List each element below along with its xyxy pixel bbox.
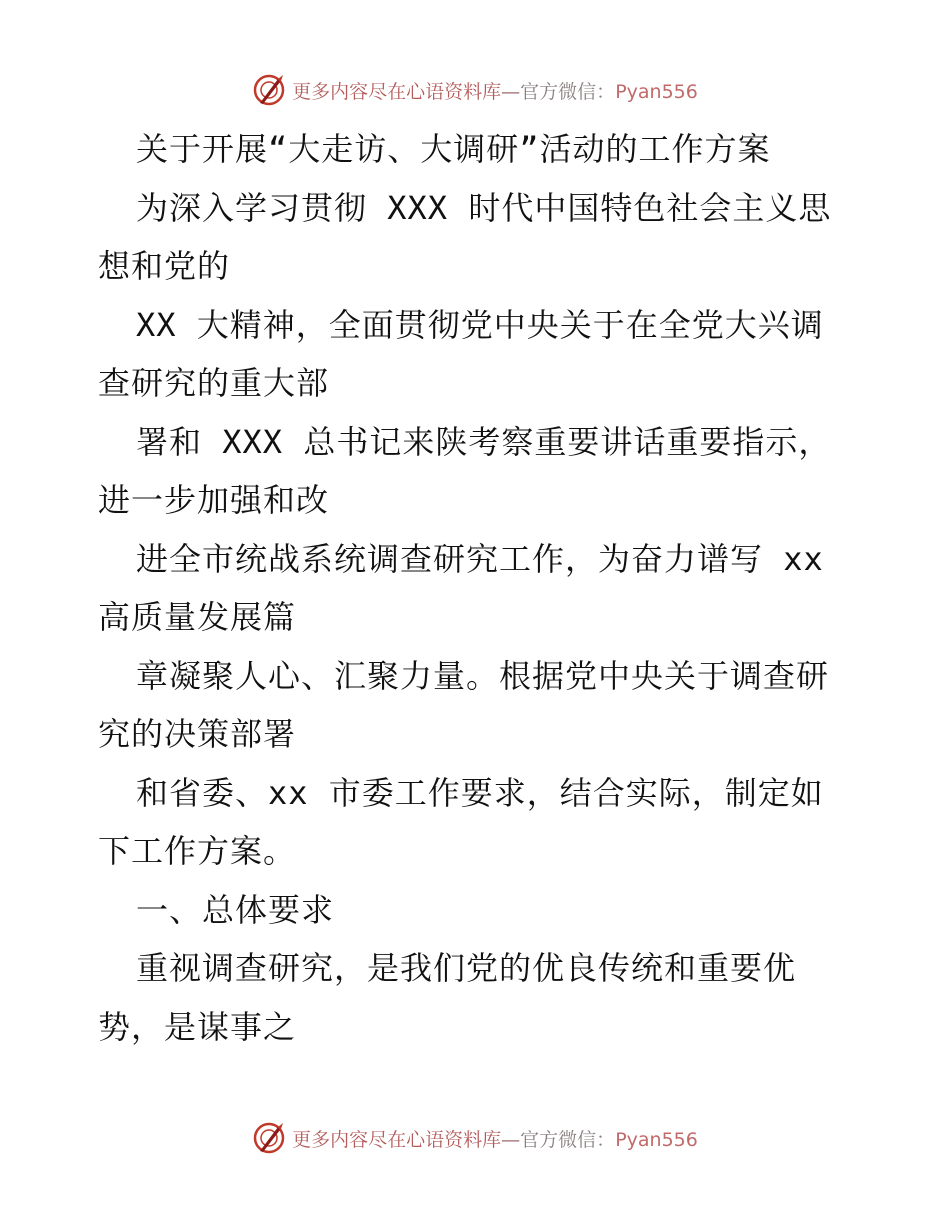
banner-site-text: 更多内容尽在心语资料库 xyxy=(292,80,502,103)
doc-line: 进一步加强和改 xyxy=(98,481,330,519)
document-body xyxy=(98,120,858,1056)
quill-logo-icon xyxy=(252,73,286,107)
header-banner-content xyxy=(252,73,698,107)
doc-line-title: 关于开展“大走访、大调研”活动的工作方案 xyxy=(136,130,771,168)
doc-line: 为深入学习贯彻 XXX 时代中国特色社会主义思 xyxy=(136,188,832,227)
banner-official-label: 官方微信： xyxy=(520,80,616,103)
banner-dash: — xyxy=(501,1128,521,1151)
quill-logo-icon xyxy=(252,1121,286,1155)
doc-line: 署和 XXX 总书记来陕考察重要讲话重要指示， xyxy=(136,422,832,461)
doc-line: 查研究的重大部 xyxy=(98,364,330,402)
doc-line: 想和党的 xyxy=(98,247,231,285)
doc-line: 下工作方案。 xyxy=(98,832,297,870)
banner-text xyxy=(292,77,698,104)
doc-line: 和省委、xx 市委工作要求，结合实际，制定如 xyxy=(136,773,824,812)
banner-official-label: 官方微信： xyxy=(520,1128,616,1151)
doc-line: 高质量发展篇 xyxy=(98,598,297,636)
footer-banner-content xyxy=(252,1121,698,1155)
doc-line: 究的决策部署 xyxy=(98,715,297,753)
banner-site-text: 更多内容尽在心语资料库 xyxy=(292,1128,502,1151)
banner-text xyxy=(292,1125,698,1152)
footer-banner xyxy=(0,1118,950,1158)
doc-line: 进全市统战系统调查研究工作，为奋力谱写 xx xyxy=(136,539,824,578)
doc-line: 章凝聚人心、汇聚力量。根据党中央关于调查研 xyxy=(136,656,830,695)
header-banner xyxy=(0,70,950,110)
banner-wechat-id: Pyan556 xyxy=(615,1128,698,1151)
banner-wechat-id: Pyan556 xyxy=(615,80,698,103)
doc-line: 重视调查研究，是我们党的优良传统和重要优 xyxy=(136,949,797,987)
doc-line: 势，是谋事之 xyxy=(98,1007,297,1046)
doc-line: XX 大精神，全面贯彻党中央关于在全党大兴调 xyxy=(136,305,824,344)
doc-section-heading: 一、总体要求 xyxy=(136,890,335,929)
banner-dash: — xyxy=(501,80,521,103)
